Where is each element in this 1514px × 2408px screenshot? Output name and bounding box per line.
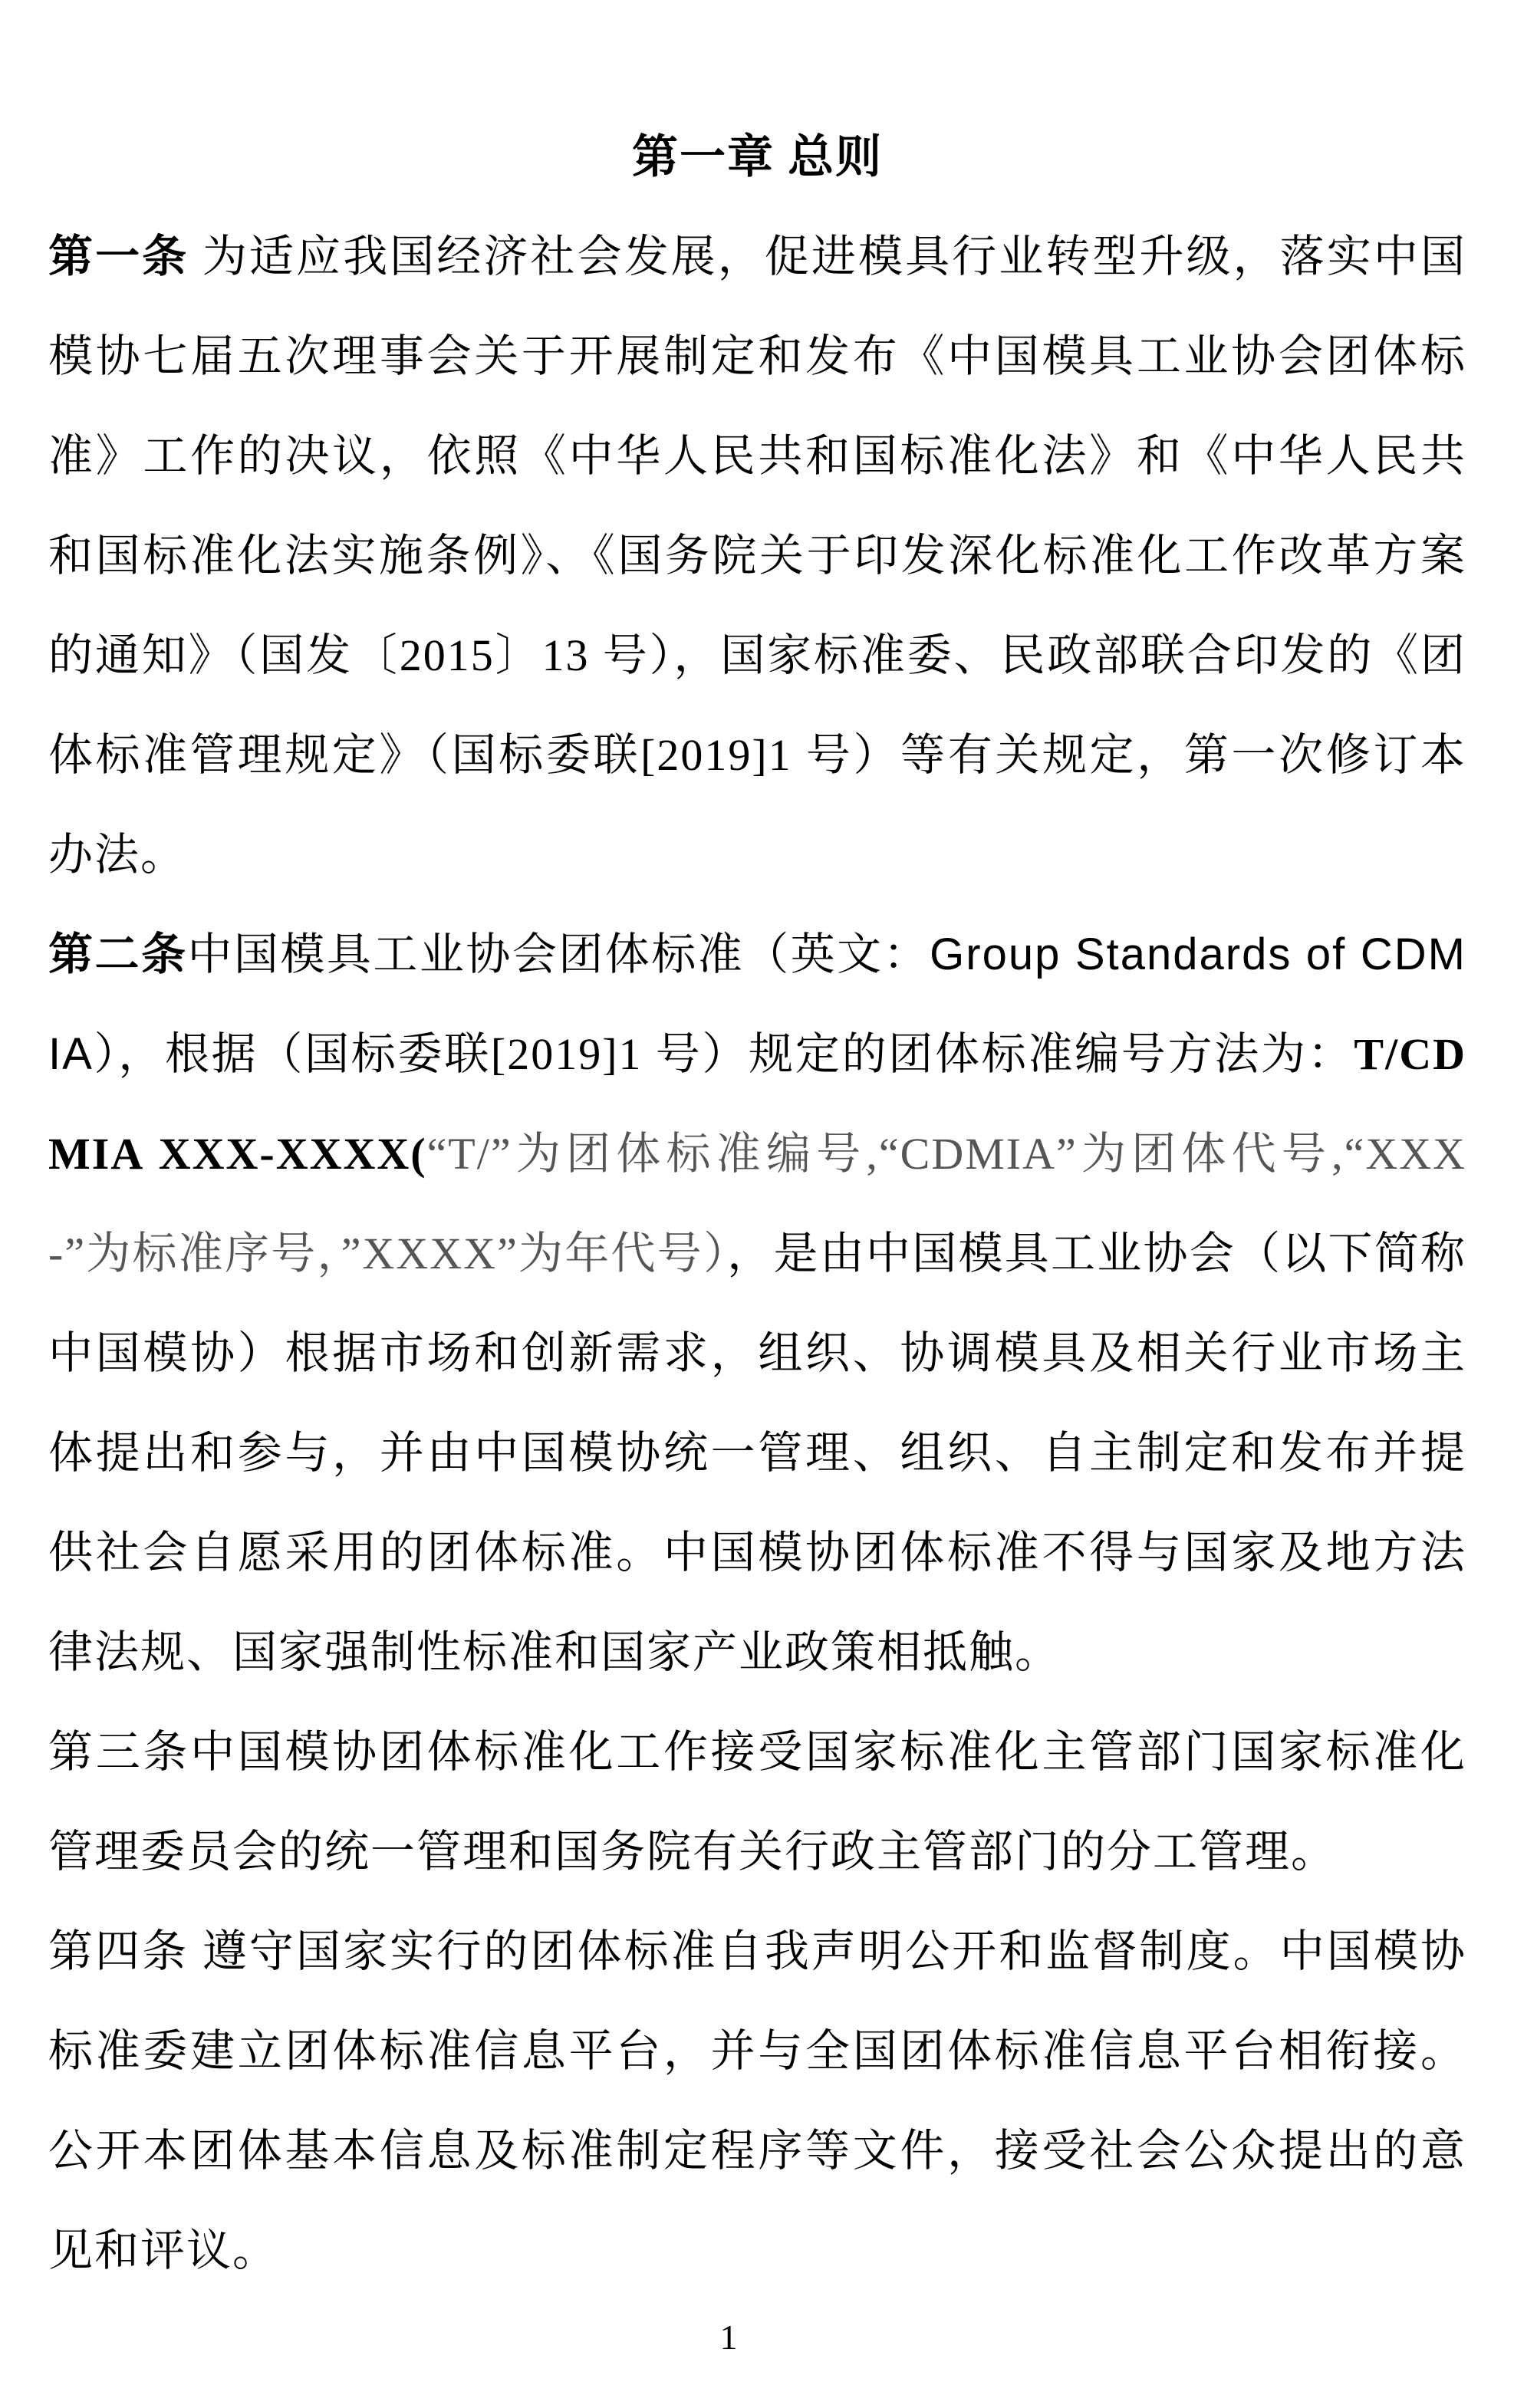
article-2-text-tail: ，是由中国模具工业协会（以下简称中国模协）根据市场和创新需求，组织、协调模具及相关行业市场主体提出和参与，并由中国模协统一管理、组织、自主制定和发布并提供社会自愿采用的团体标准。中国模协团体标准不得与国家及地方法律法规、国家强制性标准和国家产业政策相抵触。	[48, 1229, 1466, 1677]
article-1-text: 为适应我国经济社会发展，促进模具行业转型升级，落实中国模协七届五次理事会关于开展制定和发布《中国模具工业协会团体标准》工作的决议，依照《中华人民共和国标准化法》和《中华人民共和国标准化法实施条例》、《国务院关于印发深化标准化工作改革方案的通知》（国发〔2015〕13 号），国家标准委、民政部联合印发的《团体标准管理规定》（国标委联[2019]1 号）等有关规定，第一次修订本办法。	[48, 232, 1466, 880]
article-4-text: 第四条 遵守国家实行的团体标准自我声明公开和监督制度。中国模协标准委建立团体标准信息平台，并与全国团体标准信息平台相衔接。公开本团体基本信息及标准制定程序等文件，接受社会公众提出的意见和评议。	[48, 1926, 1466, 2275]
paragraph-article-3	[48, 1702, 1466, 1902]
paragraph-article-4	[48, 1902, 1466, 2301]
article-2-label: 第二条	[48, 929, 188, 979]
article-3-text: 第三条中国模协团体标准化工作接受国家标准化主管部门国家标准化管理委员会的统一管理和国务院有关行政主管部门的分工管理。	[48, 1727, 1466, 1877]
article-2-english-name: Group Standards of CDMIA	[48, 929, 1466, 1079]
paragraph-article-2	[48, 905, 1466, 1702]
article-1-label: 第一条	[48, 232, 189, 281]
chapter-title: 第一章 总则	[632, 132, 883, 183]
article-2-code-explanation: “T/”为团体标准编号,“CDMIA”为团体代号,“XXX-”为标准序号，”XXXX”为年代号）	[48, 1129, 1466, 1278]
article-2-text-mid: ），根据（国标委联[2019]1 号）规定的团体标准编号方法为：	[93, 1029, 1354, 1079]
page-number: 1	[719, 2318, 738, 2357]
paragraph-article-1	[48, 207, 1466, 905]
article-2-standard-code: T/CDMIA XXX-XXXX(	[48, 1029, 1466, 1179]
article-2-text-lead: 中国模具工业协会团体标准（英文：	[187, 929, 930, 979]
